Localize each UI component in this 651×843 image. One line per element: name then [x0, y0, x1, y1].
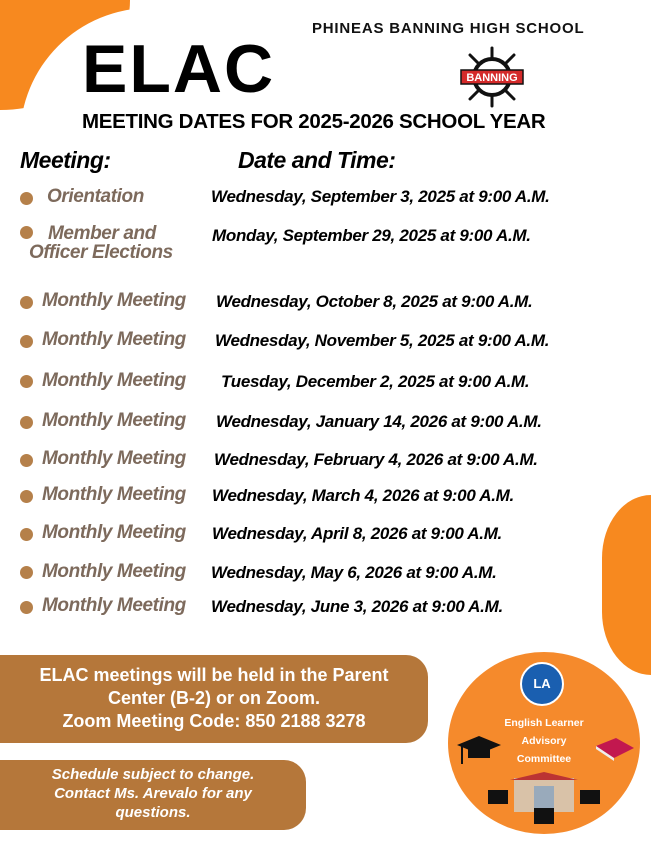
meeting-row [0, 186, 640, 210]
meeting-row [0, 410, 640, 434]
meeting-name: Orientation [47, 186, 144, 207]
date-column-header: Date and Time: [238, 147, 396, 173]
meeting-name: Monthly Meeting [42, 290, 186, 311]
school-building-icon [484, 772, 604, 824]
meeting-row [0, 290, 640, 314]
meeting-name: Monthly Meeting [42, 410, 186, 431]
zoom-code: Zoom Meeting Code: 850 2188 3278 [62, 711, 366, 731]
meeting-name-line2: Officer Elections [29, 242, 173, 263]
badge-line: Committee [516, 753, 572, 765]
meeting-date: Wednesday, March 4, 2026 at 9:00 A.M. [212, 486, 514, 505]
page-title: ELAC [82, 31, 276, 107]
meeting-name: Monthly Meeting [42, 448, 186, 469]
bullet-icon [20, 296, 33, 309]
location-line: Center (B-2) or on Zoom. [108, 688, 320, 708]
schedule-note-box [0, 760, 306, 830]
meeting-date: Wednesday, June 3, 2026 at 9:00 A.M. [211, 597, 503, 616]
meeting-date: Wednesday, April 8, 2026 at 9:00 A.M. [212, 524, 502, 543]
bullet-icon [20, 454, 33, 467]
meeting-date: Wednesday, November 5, 2025 at 9:00 A.M. [215, 331, 550, 350]
meeting-date: Monday, September 29, 2025 at 9:00 A.M. [212, 226, 531, 245]
meeting-name: Monthly Meeting [42, 484, 186, 505]
meeting-name: Monthly Meeting [42, 370, 186, 391]
graduation-cap-icon [456, 734, 502, 770]
meeting-row [0, 484, 640, 508]
meeting-date: Wednesday, May 6, 2026 at 9:00 A.M. [211, 563, 497, 582]
note-line: Contact Ms. Arevalo for any [54, 785, 252, 802]
meeting-row [0, 329, 640, 353]
bullet-icon [20, 335, 33, 348]
meeting-row [0, 370, 640, 394]
meeting-row [0, 223, 640, 263]
location-line: ELAC meetings will be held in the Parent [39, 665, 389, 685]
meeting-date: Wednesday, September 3, 2025 at 9:00 A.M. [211, 187, 550, 206]
badge-line: English Learner [504, 717, 584, 729]
bullet-icon [20, 416, 33, 429]
bullet-icon [20, 375, 33, 388]
meeting-name: Monthly Meeting [42, 522, 186, 543]
meeting-row [0, 522, 640, 546]
meeting-date: Wednesday, October 8, 2025 at 9:00 A.M. [216, 292, 533, 311]
note-line: questions. [115, 804, 191, 821]
bullet-icon [20, 601, 33, 614]
meeting-row [0, 448, 640, 472]
meeting-name: Monthly Meeting [42, 595, 186, 616]
page-subtitle: MEETING DATES FOR 2025-2026 SCHOOL YEAR [82, 110, 546, 133]
meeting-name: Monthly Meeting [42, 329, 186, 350]
lausd-logo-icon: LA [520, 662, 564, 706]
bullet-icon [20, 490, 33, 503]
meeting-name: Monthly Meeting [42, 561, 186, 582]
meeting-date: Wednesday, February 4, 2026 at 9:00 A.M. [214, 450, 538, 469]
school-name: PHINEAS BANNING HIGH SCHOOL [312, 20, 585, 37]
bullet-icon [20, 566, 33, 579]
note-line: Schedule subject to change. [51, 766, 255, 783]
meeting-row [0, 561, 640, 585]
meeting-name: Member and [48, 223, 156, 244]
bullet-icon [20, 192, 33, 205]
meeting-date: Tuesday, December 2, 2025 at 9:00 A.M. [221, 372, 530, 391]
meeting-column-header: Meeting: [20, 147, 111, 173]
badge-line: Advisory [521, 735, 567, 747]
bullet-icon [20, 226, 33, 239]
bullet-icon [20, 528, 33, 541]
book-icon [594, 736, 636, 762]
location-info-box [0, 655, 428, 743]
ship-wheel-logo-icon [458, 46, 526, 108]
meeting-row [0, 595, 640, 619]
logo-text: BANNING [466, 72, 518, 84]
elac-badge [448, 652, 640, 834]
meeting-date: Wednesday, January 14, 2026 at 9:00 A.M. [216, 412, 542, 431]
